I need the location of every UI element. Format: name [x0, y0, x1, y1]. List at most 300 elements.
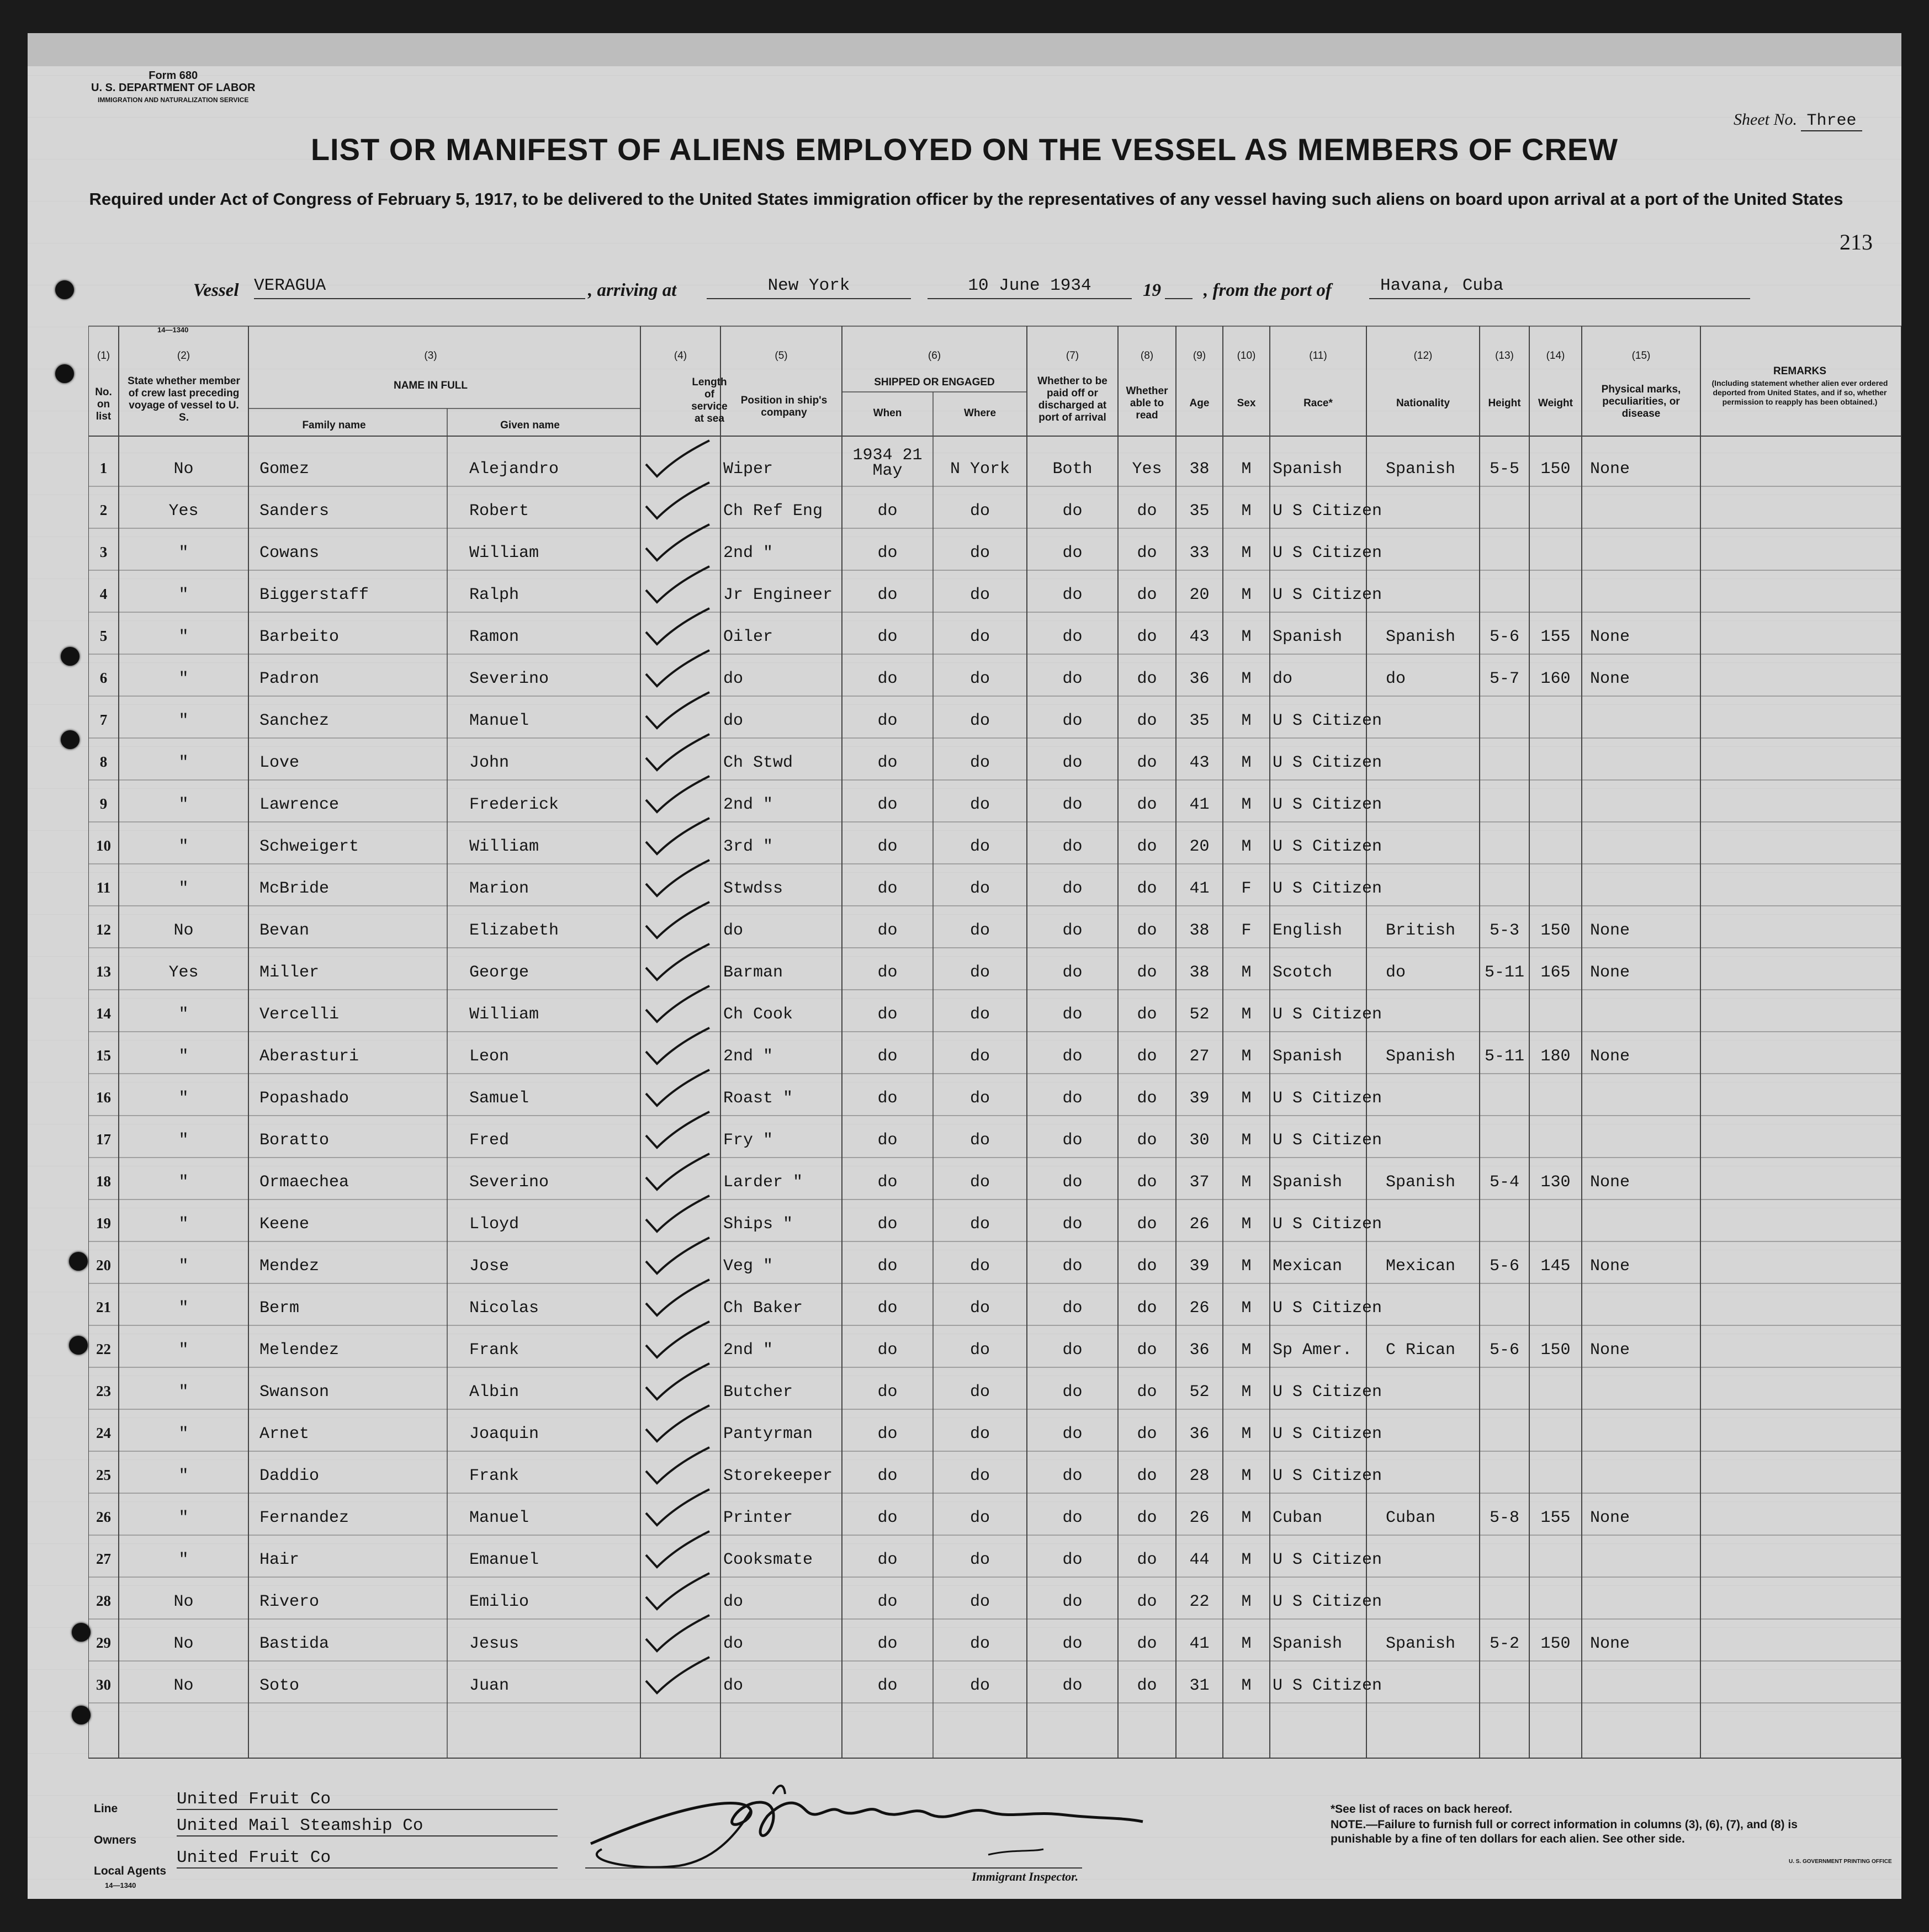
- cell-where: do: [969, 670, 990, 688]
- cell-sex: M: [1241, 795, 1252, 814]
- cell-when: do: [877, 1509, 898, 1527]
- cell-nationality: do: [1386, 670, 1406, 688]
- cell-family: Schweigert: [259, 837, 359, 856]
- owners-label: Owners: [94, 1834, 137, 1846]
- cell-no: 11: [96, 879, 111, 896]
- cell-age: 31: [1189, 1676, 1210, 1695]
- cell-weight: 160: [1540, 670, 1571, 688]
- page-title: LIST OR MANIFEST OF ALIENS EMPLOYED ON THE VESSEL AS MEMBERS OF CREW: [310, 132, 1619, 167]
- cell-member: ": [178, 753, 189, 772]
- cell-marks: None: [1590, 1634, 1630, 1653]
- header-marks: Physical marks, peculiarities, or disease: [1601, 384, 1681, 420]
- cell-given: Elizabeth: [469, 921, 559, 940]
- header-remarks: REMARKS: [1773, 365, 1827, 377]
- colnum-12: (12): [1413, 350, 1433, 362]
- cell-sex: M: [1241, 1551, 1252, 1569]
- from-label: , from the port of: [1204, 280, 1332, 300]
- check-mark: [640, 1109, 718, 1153]
- cell-where: do: [969, 502, 990, 521]
- cell-position: do: [723, 712, 744, 730]
- cell-no: 26: [96, 1509, 111, 1525]
- cell-no: 24: [96, 1425, 111, 1441]
- cell-when: do: [877, 1551, 898, 1569]
- cell-member: ": [178, 837, 189, 856]
- cell-no: 29: [96, 1634, 111, 1651]
- cell-paid: do: [1062, 1383, 1083, 1402]
- cell-marks: None: [1590, 1047, 1630, 1066]
- cell-position: do: [723, 1634, 744, 1653]
- cell-no: 22: [96, 1341, 111, 1357]
- cell-where: do: [969, 963, 990, 982]
- cell-where: do: [969, 1173, 990, 1192]
- inspector-signature: [569, 1772, 1154, 1882]
- cell-given: Leon: [469, 1047, 510, 1066]
- cell-sex: M: [1241, 460, 1252, 479]
- cell-sex: M: [1241, 1593, 1252, 1611]
- cell-given: Ramon: [469, 628, 520, 646]
- cell-no: 14: [96, 1005, 111, 1022]
- cell-age: 36: [1189, 670, 1210, 688]
- colnum-5: (5): [775, 350, 788, 362]
- cell-given: Frank: [469, 1467, 520, 1485]
- cell-sex: M: [1241, 1341, 1252, 1360]
- cell-family: Cowans: [259, 544, 320, 562]
- cell-when: do: [877, 963, 898, 982]
- header-paid: Whether to be paid off or discharged at port of arrival: [1037, 375, 1107, 423]
- cell-member: ": [178, 1509, 189, 1527]
- check-mark: [640, 899, 718, 943]
- header-member: State whether member of crew last preceding voyage of vessel to U. S.: [128, 375, 240, 423]
- agents-value: United Fruit Co: [177, 1848, 558, 1869]
- cell-age: 27: [1189, 1047, 1210, 1066]
- inspector-label: Immigrant Inspector.: [972, 1870, 1079, 1883]
- cell-nationality: Spanish: [1386, 460, 1456, 479]
- cell-given: Manuel: [469, 712, 529, 730]
- cell-race: Spanish: [1273, 628, 1343, 646]
- cell-position: do: [723, 670, 744, 688]
- header-position: Position in ship's company: [740, 395, 828, 418]
- check-mark: [640, 522, 718, 566]
- cell-read: do: [1137, 1215, 1157, 1234]
- cell-race: Spanish: [1273, 460, 1343, 479]
- cell-race: U S Citizen: [1273, 1383, 1382, 1402]
- cell-height: 5-2: [1489, 1634, 1519, 1653]
- cell-paid: do: [1062, 1551, 1083, 1569]
- cell-sex: M: [1241, 1676, 1252, 1695]
- colnum-1: (1): [97, 350, 110, 362]
- cell-age: 37: [1189, 1173, 1210, 1192]
- cell-family: Keene: [259, 1215, 310, 1234]
- sheet-number: [1734, 110, 1862, 130]
- check-mark: [640, 1445, 718, 1489]
- colnum-6: (6): [928, 350, 941, 362]
- scan-edge: [28, 33, 1901, 66]
- cell-paid: do: [1062, 1005, 1083, 1024]
- cell-paid: Both: [1052, 460, 1093, 479]
- cell-marks: None: [1590, 460, 1630, 479]
- check-mark: [640, 1277, 718, 1321]
- cell-given: Samuel: [469, 1089, 529, 1108]
- cell-family: Daddio: [259, 1467, 320, 1485]
- vessel-label: Vessel: [193, 280, 239, 300]
- cell-when: do: [877, 1131, 898, 1150]
- cell-race: U S Citizen: [1273, 753, 1382, 772]
- cell-weight: 150: [1540, 460, 1571, 479]
- cell-nationality: British: [1386, 921, 1456, 940]
- cell-sex: M: [1241, 1634, 1252, 1653]
- cell-when: do: [877, 753, 898, 772]
- cell-marks: None: [1590, 628, 1630, 646]
- cell-position: Pantyrman: [723, 1425, 813, 1443]
- cell-paid: do: [1062, 712, 1083, 730]
- cell-family: Biggerstaff: [259, 586, 369, 604]
- arrival-date: 10 June 1934: [928, 276, 1132, 299]
- cell-no: 10: [96, 837, 111, 854]
- cell-family: Sanders: [259, 502, 330, 521]
- check-mark: [640, 815, 718, 859]
- cell-sex: M: [1241, 1215, 1252, 1234]
- cell-given: William: [469, 544, 539, 562]
- cell-read: do: [1137, 1383, 1157, 1402]
- cell-no: 28: [96, 1593, 111, 1609]
- check-mark: [640, 773, 718, 818]
- cell-no: 1: [99, 460, 108, 476]
- year-label: 19: [1143, 280, 1161, 300]
- cell-age: 38: [1189, 921, 1210, 940]
- arrival-port: New York: [707, 276, 911, 299]
- cell-age: 43: [1189, 628, 1210, 646]
- page-number: 213: [1840, 230, 1873, 254]
- cell-no: 12: [96, 921, 111, 938]
- header-no: No. on list: [95, 386, 112, 422]
- cell-age: 20: [1189, 837, 1210, 856]
- cell-family: Barbeito: [259, 628, 340, 646]
- cell-weight: 165: [1540, 963, 1571, 982]
- binder-hole: [55, 280, 74, 299]
- cell-no: 27: [96, 1551, 111, 1567]
- cell-member: ": [178, 1467, 189, 1485]
- cell-where: do: [969, 544, 990, 562]
- cell-given: Ralph: [469, 586, 520, 604]
- cell-race: Spanish: [1273, 1634, 1343, 1653]
- inspector-line: [585, 1867, 1082, 1869]
- cell-paid: do: [1062, 1634, 1083, 1653]
- cell-when: do: [877, 1173, 898, 1192]
- cell-where: do: [969, 1676, 990, 1695]
- cell-race: U S Citizen: [1273, 1131, 1382, 1150]
- cell-when: do: [877, 670, 898, 688]
- header-race: Race*: [1303, 397, 1333, 409]
- cell-race: English: [1273, 921, 1343, 940]
- cell-family: Bevan: [259, 921, 310, 940]
- binder-hole: [61, 647, 80, 666]
- cell-read: do: [1137, 586, 1157, 604]
- cell-position: Cooksmate: [723, 1551, 813, 1569]
- cell-when: 1934 21 May: [852, 446, 923, 480]
- cell-age: 44: [1189, 1551, 1210, 1569]
- cell-age: 26: [1189, 1299, 1210, 1318]
- line-label: Line: [94, 1802, 118, 1815]
- header-weight: Weight: [1538, 397, 1573, 409]
- cell-when: do: [877, 1257, 898, 1276]
- colnum-2: (2): [177, 350, 190, 362]
- cell-member: ": [178, 586, 189, 604]
- cell-race: U S Citizen: [1273, 879, 1382, 898]
- cell-family: Bastida: [259, 1634, 330, 1653]
- cell-read: do: [1137, 1089, 1157, 1108]
- cell-paid: do: [1062, 921, 1083, 940]
- cell-age: 38: [1189, 460, 1210, 479]
- cell-read: do: [1137, 921, 1157, 940]
- sheet-value: Three: [1801, 112, 1862, 131]
- cell-family: Berm: [259, 1299, 300, 1318]
- check-mark: [640, 857, 718, 901]
- cell-where: do: [969, 921, 990, 940]
- cell-no: 7: [99, 712, 108, 728]
- check-mark: [640, 1570, 718, 1615]
- cell-race: Cuban: [1273, 1509, 1323, 1527]
- cell-race: U S Citizen: [1273, 502, 1382, 521]
- cell-position: Veg ": [723, 1257, 773, 1276]
- cell-no: 20: [96, 1257, 111, 1273]
- cell-sex: M: [1241, 1383, 1252, 1402]
- cell-race: U S Citizen: [1273, 1005, 1382, 1024]
- cell-age: 30: [1189, 1131, 1210, 1150]
- cell-age: 41: [1189, 879, 1210, 898]
- cell-position: Stwdss: [723, 879, 783, 898]
- cell-given: Alejandro: [469, 460, 559, 479]
- cell-height: 5-8: [1489, 1509, 1519, 1527]
- cell-age: 35: [1189, 502, 1210, 521]
- cell-position: Fry ": [723, 1131, 773, 1150]
- cell-member: ": [178, 1047, 189, 1066]
- cell-read: do: [1137, 628, 1157, 646]
- cell-member: Yes: [168, 502, 199, 521]
- cell-race: U S Citizen: [1273, 1089, 1382, 1108]
- cell-position: Ch Ref Eng: [723, 502, 823, 521]
- cell-given: George: [469, 963, 529, 982]
- cell-nationality: Spanish: [1386, 1173, 1456, 1192]
- colnum-9: (9): [1193, 350, 1206, 362]
- cell-paid: do: [1062, 1047, 1083, 1066]
- cell-sex: M: [1241, 1005, 1252, 1024]
- form-number: Form 680: [149, 70, 198, 82]
- cell-read: do: [1137, 1173, 1157, 1192]
- cell-read: do: [1137, 1593, 1157, 1611]
- cell-when: do: [877, 1089, 898, 1108]
- cell-where: do: [969, 1215, 990, 1234]
- cell-no: 30: [96, 1676, 111, 1693]
- check-mark: [640, 1403, 718, 1447]
- cell-paid: do: [1062, 544, 1083, 562]
- check-mark: [640, 564, 718, 608]
- line-value: United Fruit Co: [177, 1790, 558, 1810]
- cell-given: Lloyd: [469, 1215, 520, 1234]
- cell-no: 17: [96, 1131, 111, 1148]
- cell-read: do: [1137, 795, 1157, 814]
- cell-paid: do: [1062, 963, 1083, 982]
- cell-paid: do: [1062, 1215, 1083, 1234]
- cell-when: do: [877, 502, 898, 521]
- cell-sex: M: [1241, 1257, 1252, 1276]
- cell-race: U S Citizen: [1273, 1676, 1382, 1695]
- colnum-13: (13): [1495, 350, 1514, 362]
- cell-sex: F: [1241, 921, 1252, 940]
- cell-read: do: [1137, 879, 1157, 898]
- header-age: Age: [1189, 397, 1210, 409]
- cell-member: No: [173, 1676, 194, 1695]
- cell-member: ": [178, 795, 189, 814]
- check-mark: [640, 647, 718, 692]
- check-mark: [640, 480, 718, 524]
- cell-where: do: [969, 1634, 990, 1653]
- cell-nationality: Mexican: [1386, 1257, 1456, 1276]
- cell-paid: do: [1062, 586, 1083, 604]
- cell-family: Padron: [259, 670, 320, 688]
- cell-read: do: [1137, 670, 1157, 688]
- cell-where: do: [969, 1593, 990, 1611]
- cell-race: U S Citizen: [1273, 837, 1382, 856]
- cell-paid: do: [1062, 1257, 1083, 1276]
- check-mark: [640, 941, 718, 985]
- cell-read: do: [1137, 1005, 1157, 1024]
- check-mark: [640, 1528, 718, 1573]
- cell-sex: M: [1241, 1425, 1252, 1443]
- cell-no: 25: [96, 1467, 111, 1483]
- cell-when: do: [877, 879, 898, 898]
- cell-member: ": [178, 1425, 189, 1443]
- cell-position: Butcher: [723, 1383, 793, 1402]
- cell-position: do: [723, 1593, 744, 1611]
- cell-read: do: [1137, 712, 1157, 730]
- cell-age: 33: [1189, 544, 1210, 562]
- cell-given: Marion: [469, 879, 529, 898]
- cell-sex: M: [1241, 628, 1252, 646]
- cell-given: Fred: [469, 1131, 510, 1150]
- cell-member: No: [173, 921, 194, 940]
- cell-weight: 150: [1540, 921, 1571, 940]
- cell-family: Mendez: [259, 1257, 320, 1276]
- cell-where: do: [969, 795, 990, 814]
- cell-age: 22: [1189, 1593, 1210, 1611]
- cell-race: U S Citizen: [1273, 1299, 1382, 1318]
- page-subtitle: Required under Act of Congress of February 5, 1917, to be delivered to the United States immigration officer by the representatives of any vessel having such aliens on board upon arrival at a port of the United States: [89, 189, 1843, 209]
- cell-weight: 155: [1540, 628, 1571, 646]
- cell-height: 5-4: [1489, 1173, 1519, 1192]
- cell-when: do: [877, 1676, 898, 1695]
- cell-no: 13: [96, 963, 111, 980]
- header-where: Where: [963, 407, 997, 419]
- cell-age: 52: [1189, 1383, 1210, 1402]
- cell-race: U S Citizen: [1273, 1551, 1382, 1569]
- cell-member: ": [178, 1341, 189, 1360]
- cell-when: do: [877, 1341, 898, 1360]
- cell-age: 41: [1189, 795, 1210, 814]
- cell-when: do: [877, 921, 898, 940]
- cell-nationality: Spanish: [1386, 1047, 1456, 1066]
- cell-family: Hair: [259, 1551, 300, 1569]
- colnum-14: (14): [1546, 350, 1565, 362]
- department: U. S. DEPARTMENT OF LABOR: [91, 82, 256, 94]
- check-mark: [640, 731, 718, 776]
- cell-read: do: [1137, 1425, 1157, 1443]
- cell-member: ": [178, 1215, 189, 1234]
- cell-race: U S Citizen: [1273, 1467, 1382, 1485]
- cell-given: Albin: [469, 1383, 520, 1402]
- cell-position: Printer: [723, 1509, 793, 1527]
- cell-no: 5: [99, 628, 108, 644]
- cell-position: 3rd ": [723, 837, 773, 856]
- cell-race: Spanish: [1273, 1173, 1343, 1192]
- cell-no: 3: [99, 544, 108, 560]
- cell-when: do: [877, 1215, 898, 1234]
- cell-age: 26: [1189, 1509, 1210, 1527]
- cell-family: Gomez: [259, 460, 310, 479]
- cell-position: do: [723, 1676, 744, 1695]
- service: IMMIGRATION AND NATURALIZATION SERVICE: [98, 96, 249, 104]
- cell-no: 6: [99, 670, 108, 686]
- cell-given: Frederick: [469, 795, 559, 814]
- cell-where: do: [969, 628, 990, 646]
- binder-hole: [55, 364, 74, 383]
- cell-family: Vercelli: [259, 1005, 340, 1024]
- cell-no: 2: [99, 502, 108, 518]
- cell-sex: M: [1241, 1047, 1252, 1066]
- cell-weight: 150: [1540, 1634, 1571, 1653]
- cell-family: Swanson: [259, 1383, 330, 1402]
- cell-height: 5-11: [1484, 963, 1524, 982]
- cell-given: Severino: [469, 670, 549, 688]
- cell-no: 16: [96, 1089, 111, 1106]
- cell-position: Ch Baker: [723, 1299, 803, 1318]
- cell-where: do: [969, 1509, 990, 1527]
- cell-member: ": [178, 879, 189, 898]
- cell-family: Rivero: [259, 1593, 320, 1611]
- cell-read: do: [1137, 1509, 1157, 1527]
- cell-position: Oiler: [723, 628, 773, 646]
- cell-no: 18: [96, 1173, 111, 1190]
- cell-where: do: [969, 1047, 990, 1066]
- header-given-name: Given name: [500, 420, 560, 431]
- cell-age: 39: [1189, 1257, 1210, 1276]
- cell-where: do: [969, 1383, 990, 1402]
- check-mark: [640, 1361, 718, 1405]
- cell-paid: do: [1062, 1089, 1083, 1108]
- races-note: *See list of races on back hereof.: [1331, 1803, 1513, 1816]
- cell-where: do: [969, 1341, 990, 1360]
- cell-given: Manuel: [469, 1509, 529, 1527]
- vessel-name: VERAGUA: [254, 276, 585, 299]
- penalty-note: NOTE.—Failure to furnish full or correct information in columns (3), (6), (7), and (8) is punishable by a fine of ten dollars for each alien. See other side.: [1331, 1818, 1798, 1845]
- agents-label: Local Agents: [94, 1865, 167, 1877]
- cell-member: No: [173, 460, 194, 479]
- crew-table: [88, 326, 1901, 1772]
- cell-read: do: [1137, 1131, 1157, 1150]
- cell-given: Emilio: [469, 1593, 529, 1611]
- cell-when: do: [877, 712, 898, 730]
- cell-paid: do: [1062, 837, 1083, 856]
- cell-height: 5-6: [1489, 1341, 1519, 1360]
- cell-where: do: [969, 753, 990, 772]
- header-sex: Sex: [1237, 397, 1256, 409]
- check-mark: [640, 1319, 718, 1363]
- cell-paid: do: [1062, 1173, 1083, 1192]
- cell-race: U S Citizen: [1273, 1425, 1382, 1443]
- cell-age: 36: [1189, 1341, 1210, 1360]
- cell-age: 41: [1189, 1634, 1210, 1653]
- cell-paid: do: [1062, 753, 1083, 772]
- cell-race: Mexican: [1273, 1257, 1343, 1276]
